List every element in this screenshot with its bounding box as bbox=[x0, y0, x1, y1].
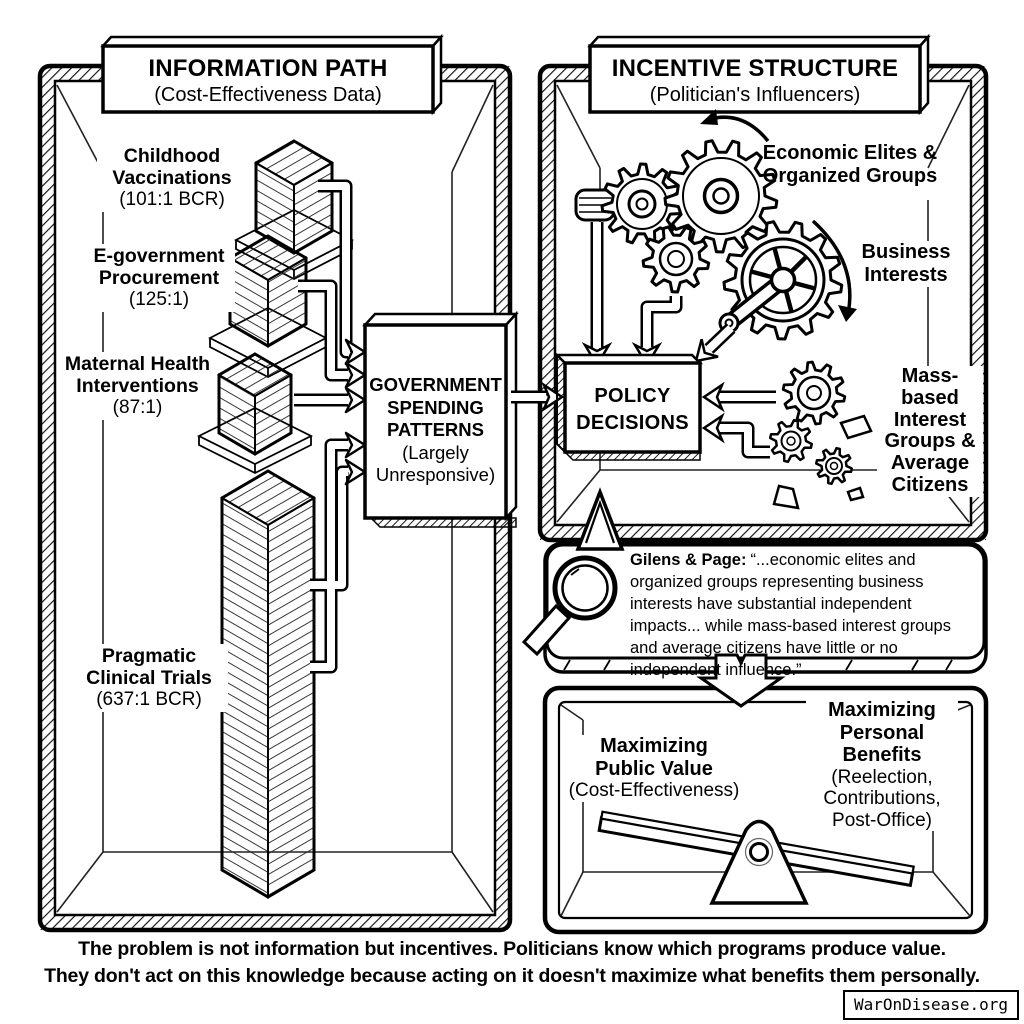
item-value: (125:1) bbox=[128, 289, 190, 311]
item-label-maternal-health: Maternal Health Interventions (87:1) bbox=[60, 352, 215, 420]
balance-left-label: Maximizing Public Value (Cost-Effectiveness) bbox=[568, 735, 740, 802]
bar-pragmatic-clinical-trials bbox=[222, 471, 314, 897]
broken-gears bbox=[770, 362, 871, 508]
right-panel-title: INCENTIVE STRUCTURE (Politician's Influencers) bbox=[611, 55, 899, 106]
caption: The problem is not information but incentives. Politicians know which programs produce value. They don't act on this knowledge because acting on it doesn't maximize what benefits them personally. bbox=[44, 938, 980, 987]
mass-influence-arrows bbox=[704, 385, 776, 452]
item-value: (637:1 BCR) bbox=[96, 689, 202, 711]
watermark: WarOnDisease.org bbox=[843, 990, 1019, 1020]
left-panel-title: INFORMATION PATH (Cost-Effectiveness Data) bbox=[106, 55, 430, 107]
gilens-page-quote bbox=[630, 550, 978, 682]
item-value: (87:1) bbox=[112, 397, 163, 419]
item-label-childhood-vaccinations: Childhood Vaccinations (101:1 BCR) bbox=[97, 144, 247, 212]
economic-elites-label: Economic Elites & Organized Groups bbox=[762, 142, 938, 187]
government-spending-label: GOVERNMENT SPENDING PATTERNS (Largely Unresponsive) bbox=[369, 374, 502, 486]
business-interests-label: Business Interests bbox=[851, 241, 961, 287]
mass-groups-label: Mass-based Interest Groups & Average Citizens bbox=[877, 366, 983, 497]
quote-source: Gilens & Page: bbox=[630, 551, 747, 569]
policy-decisions-label: POLICY DECISIONS bbox=[576, 385, 689, 434]
balance-right-label: Maximizing Personal Benefits (Reelection, Contributions, Post-Office) bbox=[806, 699, 958, 831]
item-label-egovernment-procurement: E-government Procurement (125:1) bbox=[83, 244, 235, 312]
item-label-pragmatic-trials: Pragmatic Clinical Trials (637:1 BCR) bbox=[70, 644, 228, 712]
page-title: INFORMATION PATH bbox=[148, 55, 388, 82]
quote-text: “...economic elites and organized groups representing business interests have substantial independent impacts... while mass-based interest groups and average citizens have little or no independent influence.” bbox=[630, 551, 951, 679]
item-value: (101:1 BCR) bbox=[119, 189, 225, 211]
